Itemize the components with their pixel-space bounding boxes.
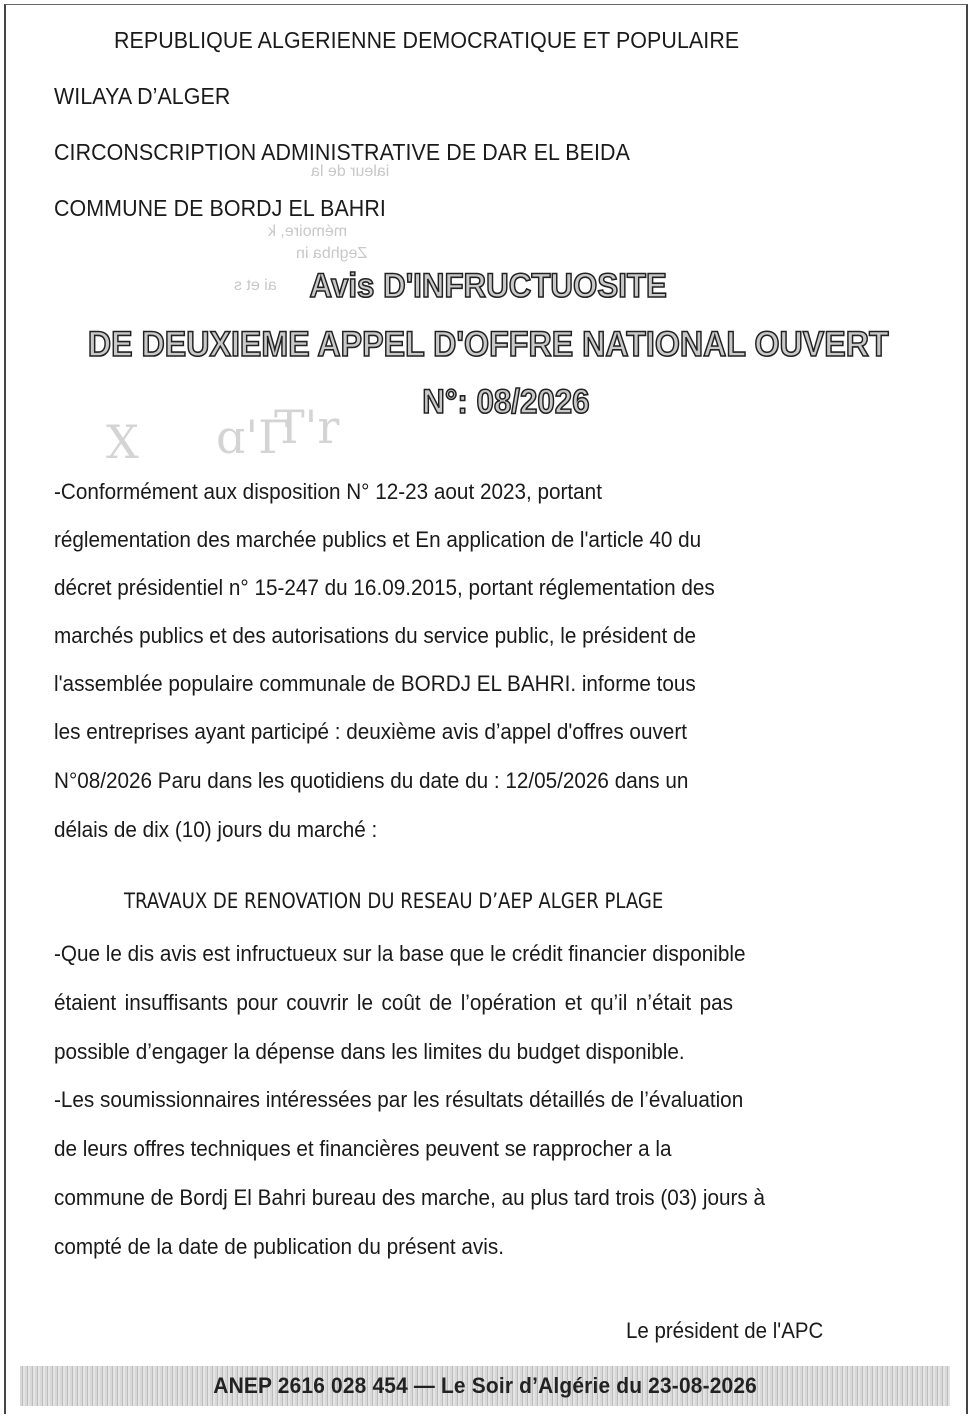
body-line: -Les soumissionnaires intéressées par les résultats détaillés de l’évaluation [54, 1087, 744, 1112]
signature: Le président de l'APC [626, 1318, 824, 1343]
notice-number: N°: 08/2026 [422, 383, 590, 421]
notice-title-line2: DE DEUXIEME APPEL D'OFFRE NATIONAL OUVERT [87, 325, 889, 364]
commune-header: COMMUNE DE BORDJ EL BAHRI [54, 195, 386, 221]
body-line: étaient insuffisants pour couvrir le coût de l’opération et qu’il n’était pas [54, 990, 733, 1015]
body-line: possible d’engager la dépense dans les limites du budget disponible. [54, 1039, 685, 1064]
bleed-through-text: ai et s [234, 277, 277, 294]
body-line: les entreprises ayant participé : deuxième avis d’appel d'offres ouvert [54, 719, 687, 744]
bleed-through-mark: T'r [274, 400, 340, 454]
body-line: compté de la date de publication du présent avis. [54, 1234, 504, 1259]
bleed-through-text: Zeghba in [296, 245, 368, 262]
body-line: N°08/2026 Paru dans les quotidiens du date du : 12/05/2026 dans un [54, 768, 689, 793]
bleed-through-mark: ɑ'Γ [216, 410, 291, 464]
body-line: délais de dix (10) jours du marché : [54, 817, 378, 842]
body-line: commune de Bordj El Bahri bureau des marche, au plus tard trois (03) jours à [54, 1185, 766, 1210]
body-line: l'assemblée populaire communale de BORDJ EL BAHRI. informe tous [54, 671, 696, 696]
republic-header: REPUBLIQUE ALGERIENNE DEMOCRATIQUE ET POPULAIRE [114, 27, 740, 53]
wilaya-header: WILAYA D’ALGER [54, 83, 231, 109]
body-line: -Que le dis avis est infructueux sur la base que le crédit financier disponible [54, 941, 746, 966]
publication-footer [20, 1366, 950, 1406]
footer-text: ANEP 2616 028 454 — Le Soir d’Algérie du 23-08-2026 [213, 1373, 757, 1398]
body-line: marchés publics et des autorisations du service public, le président de [54, 623, 697, 648]
works-title: TRAVAUX DE RENOVATION DU RESEAU D’AEP ALGER PLAGE [124, 889, 664, 913]
body-line: réglementation des marchée publics et En application de l'article 40 du [54, 527, 702, 552]
bleed-through-mark: X [106, 415, 139, 469]
body-line: -Conformément aux disposition N° 12-23 aout 2023, portant [54, 479, 602, 504]
bleed-through-text: ialeur de la [311, 163, 390, 180]
notice-title-line1: Avis D'INFRUCTUOSITE [309, 267, 667, 305]
body-line: de leurs offres techniques et financières peuvent se rapprocher a la [54, 1136, 672, 1161]
notice-page [4, 4, 968, 1414]
circonscription-header: CIRCONSCRIPTION ADMINISTRATIVE DE DAR EL BEIDA [54, 139, 630, 165]
bleed-through-text: mémoire, k [268, 223, 348, 240]
body-line: décret présidentiel n° 15-247 du 16.09.2015, portant réglementation des [54, 575, 715, 600]
